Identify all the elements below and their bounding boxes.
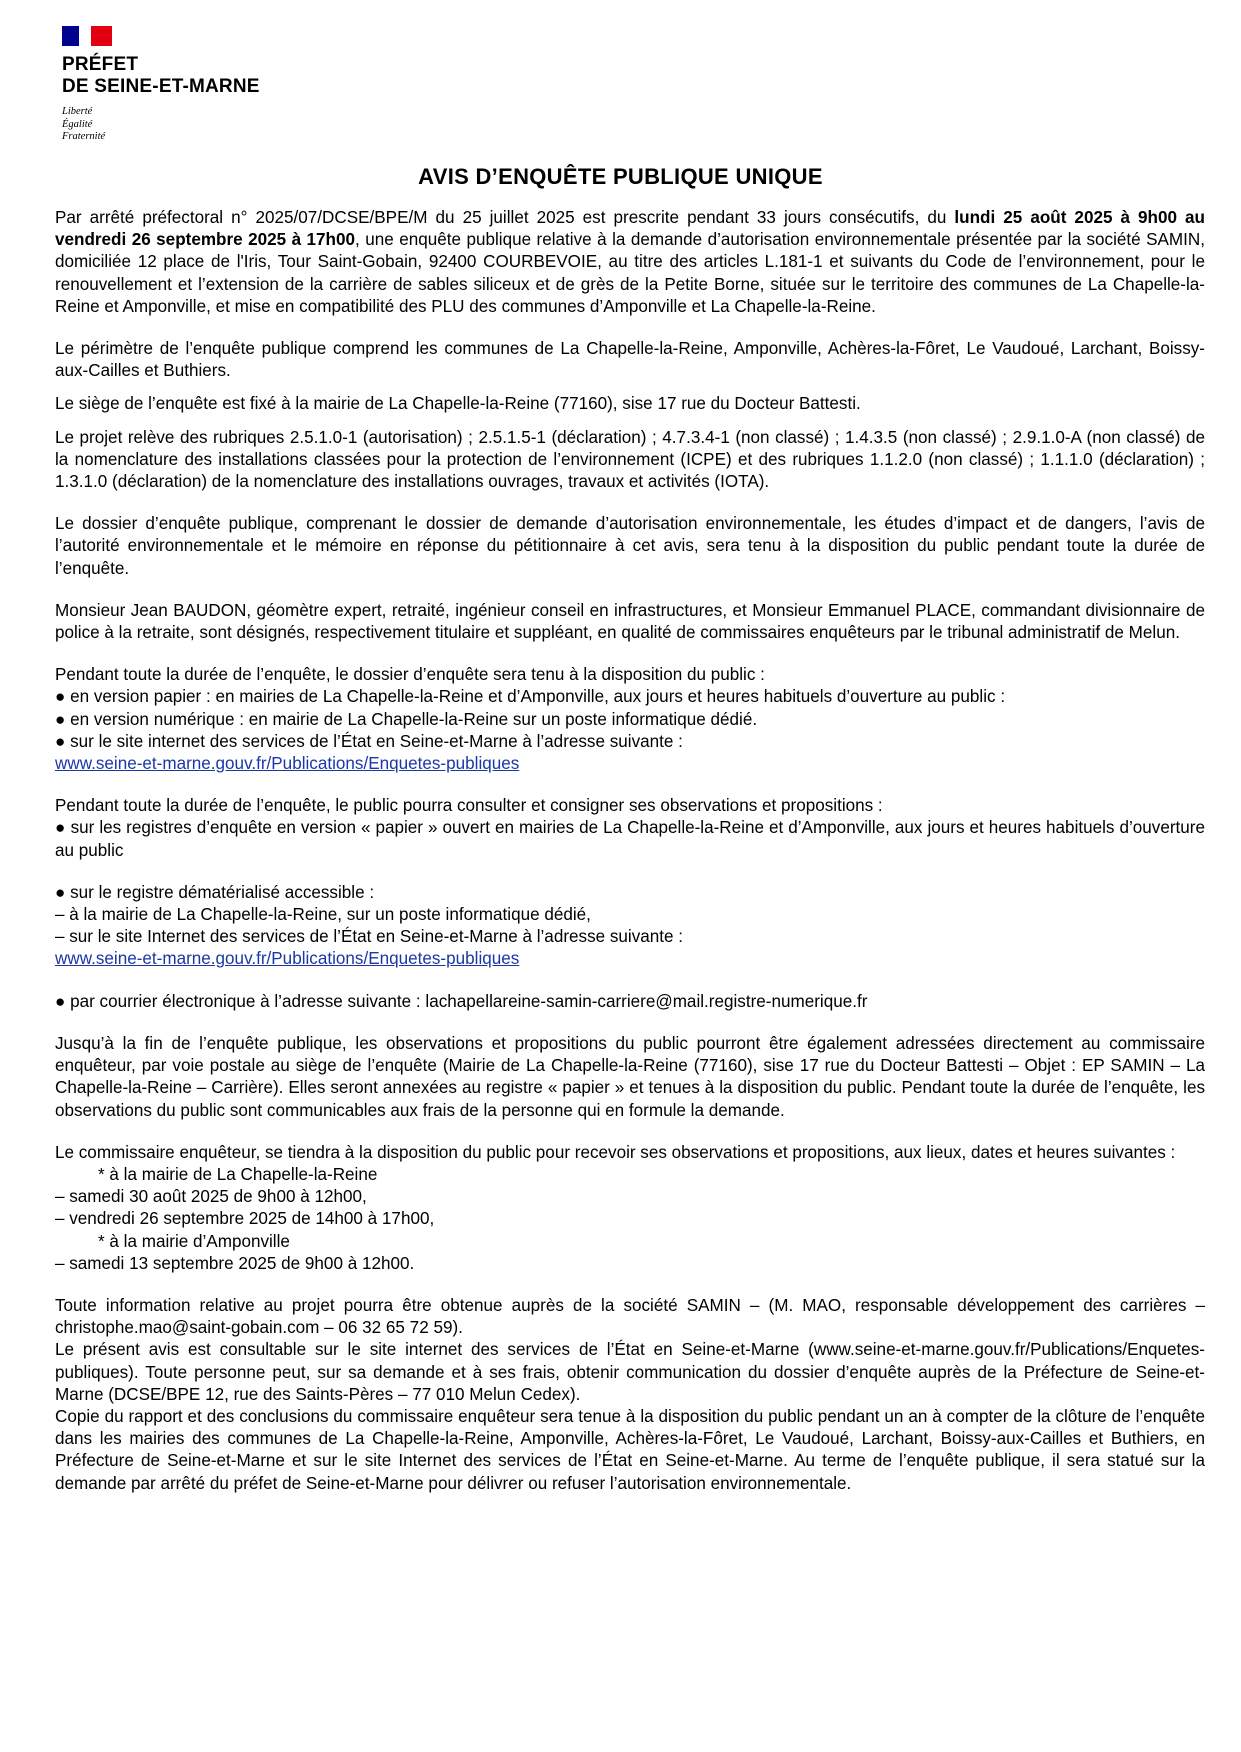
french-flag-logo <box>62 26 112 46</box>
permanence-session-3: – samedi 13 septembre 2025 de 9h00 à 12h00. <box>55 1253 415 1273</box>
flag-white-band <box>79 26 91 46</box>
observations-email: ● par courrier électronique à l’adresse suivante : lachapellareine-samin-carriere@mail.registre-numerique.fr <box>55 991 868 1011</box>
observations-town-hall: – à la mairie de La Chapelle-la-Reine, sur un poste informatique dédié, <box>55 905 591 925</box>
flag-blue-band <box>62 26 79 46</box>
paragraph-commissioners: Monsieur Jean BAUDON, géomètre expert, retraité, ingénieur conseil en infrastructures, et Monsieur Emmanuel PLACE, commandant divisionnaire de police à la retraite, sont désignés, respectivement titulaire et suppléant, en qualité de commissaires enquêteurs par le tribunal administratif de Melun. <box>55 600 1205 643</box>
availability-website: ● sur le site internet des services de l’État en Seine-et-Marne à l’adresse suivante : <box>55 731 683 751</box>
permanence-session-2: – vendredi 26 septembre 2025 de 14h00 à 17h00, <box>55 1209 435 1229</box>
observations-paper-register: ● sur les registres d’enquête en version « papier » ouvert en mairies de La Chapelle-la-Reine et d’Amponville, aux jours et heures habituels d’ouverture au public <box>55 818 1205 860</box>
paragraph-perimeter: Le périmètre de l’enquête publique comprend les communes de La Chapelle-la-Reine, Amponville, Achères-la-Fôret, Le Vaudoué, Larchant, Boissy-aux-Cailles et Buthiers. <box>55 339 1205 381</box>
permanence-location-amponville: * à la mairie d’Amponville <box>98 1231 290 1251</box>
paragraph-seat: Le siège de l’enquête est fixé à la mairie de La Chapelle-la-Reine (77160), sise 17 rue du Docteur Battesti. <box>55 394 861 414</box>
prefecture-publications-link[interactable]: www.seine-et-marne.gouv.fr/Publications/Enquetes-publiques <box>55 754 520 774</box>
paragraph-report: Copie du rapport et des conclusions du commissaire enquêteur sera tenue à la disposition du public pendant un an à compter de la clôture de l’enquête dans les mairies des communes de La Chapelle-la-Reine, Amponville, Achères-la-Fôret, Le Vaudoué, Larchant, Boissy-aux-Cailles et Buthiers, en Préfecture de Seine-et-Marne et sur le site Internet des services de l’État en Seine-et-Marne. Au terme de l’enquête publique, il sera statué sur la demande par arrêté du préfet de Seine-et-Marne pour délivrer ou refuser l’autorisation environnementale. <box>55 1406 1205 1493</box>
observations-website: – sur le site Internet des services de l’État en Seine-et-Marne à l’adresse suivante : <box>55 927 684 947</box>
permanence-session-1: – samedi 30 août 2025 de 9h00 à 12h00, <box>55 1187 367 1207</box>
motto-liberte: Liberté <box>62 106 93 117</box>
permanences-intro: Le commissaire enquêteur, se tiendra à la disposition du public pour recevoir ses observations et propositions, aux lieux, dates et heures suivantes : <box>55 1142 1176 1162</box>
flag-red-band <box>91 26 112 46</box>
motto-fraternite: Fraternité <box>62 131 106 142</box>
prefecture-publications-link-2[interactable]: www.seine-et-marne.gouv.fr/Publications/Enquetes-publiques <box>55 949 520 969</box>
document-title: AVIS D’ENQUÊTE PUBLIQUE UNIQUE <box>418 164 823 189</box>
decree-text-end: , une enquête publique relative à la demande d’autorisation environnementale présentée par la société SAMIN, domiciliée 12 place de l'Iris, Tour Saint-Gobain, 92400 COURBEVOIE, au titre des articles L.181-1 et suivants du Code de l’environnement, pour le renouvellement et l’extension de la carrière de sables siliceux et de grès de la Petite Borne, située sur le territoire des communes de La Chapelle-la-Reine et Amponville, et mise en compatibilité des PLU des communes d’Amponville et La Chapelle-la-Reine. <box>55 230 1205 316</box>
paragraph-postal: Jusqu’à la fin de l’enquête publique, les observations et propositions du public pourront être également adressées directement au commissaire enquêteur, par voie postale au siège de l’enquête (Mairie de La Chapelle-la-Reine (77160), sise 17 rue du Docteur Battesti – Objet : EP SAMIN – La Chapelle-la-Reine – Carrière). Elles seront annexées au registre « papier » et tenues à la disposition du public. Pendant toute la durée de l’enquête, les observations du public sont communicables aux frais de la personne qui en formule la demande. <box>55 1033 1205 1120</box>
republic-motto <box>62 106 260 144</box>
availability-paper: ● en version papier : en mairies de La Chapelle-la-Reine et d’Amponville, aux jours et heures habituels d’ouverture au public : <box>55 687 1006 707</box>
paragraph-file: Le dossier d’enquête publique, comprenant le dossier de demande d’autorisation environnementale, les études d’impact et de dangers, l’avis de l’autorité environnementale et le mémoire en réponse du pétitionnaire à cet avis, sera tenu à la disposition du public pendant toute la durée de l’enquête. <box>55 514 1205 578</box>
paragraph-decree <box>55 207 1205 318</box>
paragraph-consultation: Le présent avis est consultable sur le site internet des services de l’État en Seine-et-Marne (www.seine-et-marne.gouv.fr/Publications/Enquetes-publiques). Toute personne peut, sur sa demande et à ses frais, obtenir communication du dossier d’enquête auprès de la Préfecture de Seine-et-Marne (DCSE/BPE 12, rue des Saints-Pères – 77 010 Melun Cedex). <box>55 1340 1205 1404</box>
decree-text-start: Par arrêté préfectoral n° 2025/07/DCSE/BPE/M du 25 juillet 2025 est prescrite pendant 33 jours consécutifs, du <box>55 208 955 227</box>
notice-body <box>55 207 1205 1495</box>
motto-egalite: Égalité <box>62 118 93 130</box>
paragraph-contact: Toute information relative au projet pourra être obtenue auprès de la société SAMIN – (M. MAO, responsable développement des carrières – christophe.mao@saint-gobain.com – 06 32 65 72 59). <box>55 1295 1205 1338</box>
observations-digital-register: ● sur le registre dématérialisé accessible : <box>55 882 375 902</box>
permanence-location-chapelle: * à la mairie de La Chapelle-la-Reine <box>98 1164 378 1184</box>
prefet-line2: DE SEINE-ET-MARNE <box>62 76 260 97</box>
prefecture-name <box>62 54 260 98</box>
availability-digital: ● en version numérique : en mairie de La Chapelle-la-Reine sur un poste informatique dédié. <box>55 709 758 729</box>
prefet-line1: PRÉFET <box>62 54 139 75</box>
decree-dates: lundi 25 août 2025 à 9h00 au vendredi 26 septembre 2025 à 17h00 <box>55 208 1205 250</box>
observations-intro: Pendant toute la durée de l’enquête, le public pourra consulter et consigner ses observations et propositions : <box>55 796 883 816</box>
availability-intro: Pendant toute la durée de l’enquête, le dossier d’enquête sera tenu à la disposition du public : <box>55 665 765 685</box>
prefecture-header <box>62 26 260 144</box>
paragraph-headings: Le projet relève des rubriques 2.5.1.0-1 (autorisation) ; 2.5.1.5-1 (déclaration) ; 4.7.3.4-1 (non classé) ; 1.4.3.5 (non classé) ; 2.9.1.0-A (non classé) de la nomenclature des installations classées pour la protection de l’environnement (ICPE) et des rubriques 1.1.2.0 (non classé) ; 1.1.1.0 (déclaration) ; 1.3.1.0 (déclaration) de la nomenclature des installations ouvrages, travaux et activités (IOTA). <box>55 427 1205 492</box>
